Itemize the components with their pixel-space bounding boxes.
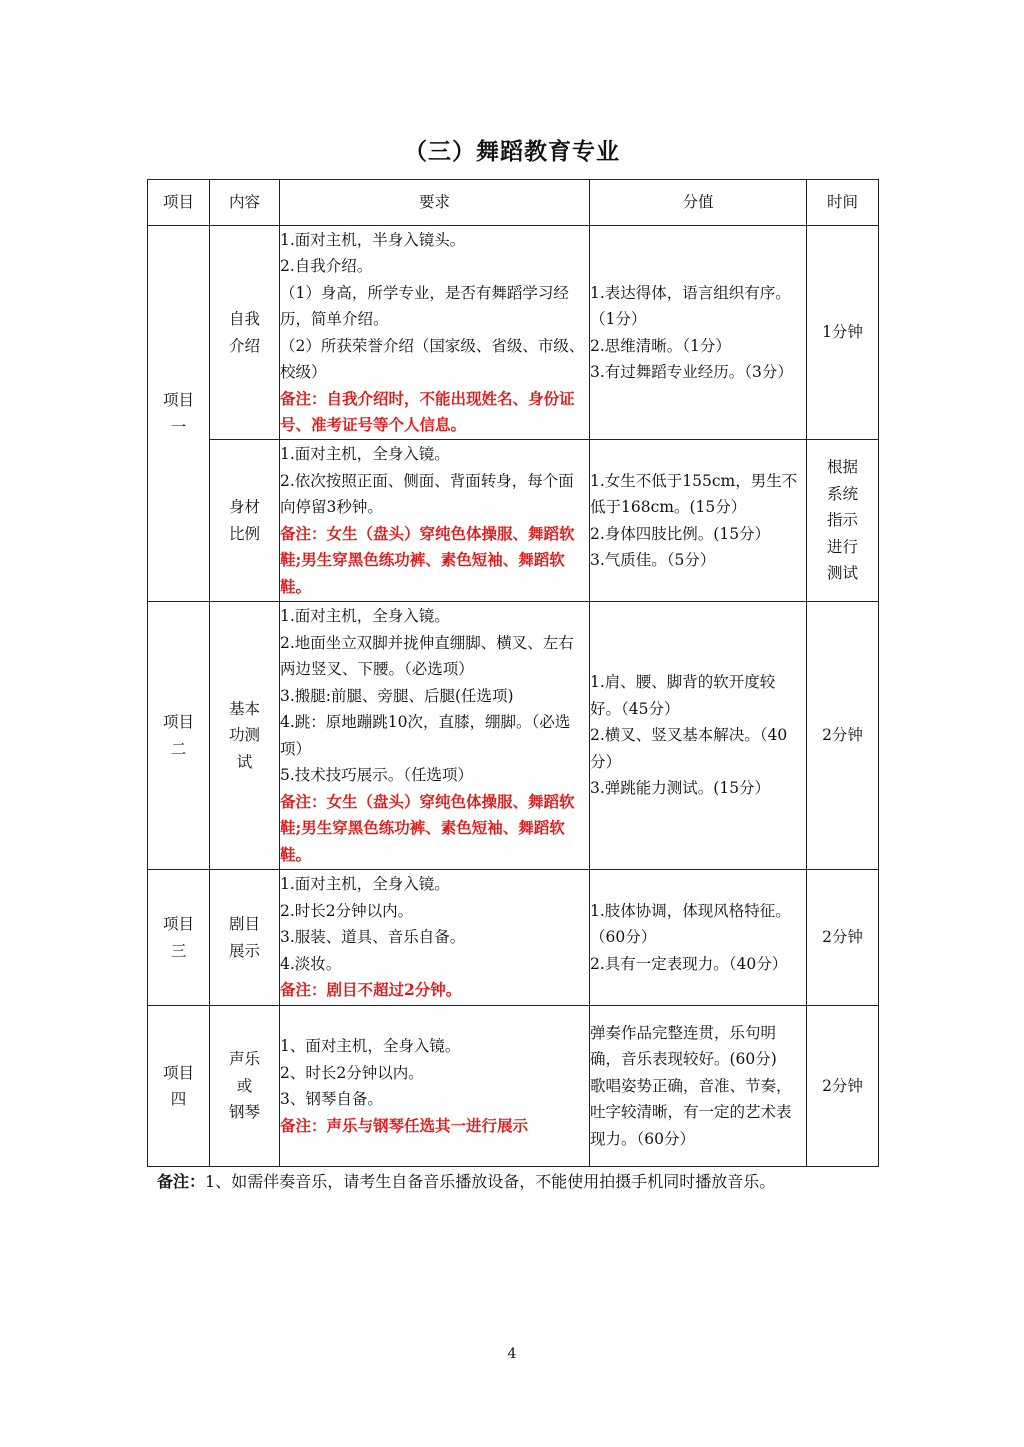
- group-text: 项目 三: [162, 915, 194, 960]
- table-row: [148, 602, 879, 870]
- content-text: 身材 比例: [228, 498, 260, 543]
- requirement-line: （1）身高，所学专业，是否有舞蹈学习经历，简单介绍。: [280, 283, 569, 328]
- requirement-line: 2.时长2分钟以内。: [280, 901, 414, 920]
- requirement-line: 3.服装、道具、音乐自备。: [280, 928, 466, 947]
- page-title: （三）舞蹈教育专业: [404, 139, 620, 165]
- score-line: 3.有过舞蹈专业经历。（3分）: [590, 363, 793, 381]
- score-cell: [590, 602, 807, 870]
- content-cell: [210, 226, 280, 440]
- requirement-note: 备注：声乐与钢琴任选其一进行展示: [280, 1115, 529, 1135]
- score-cell: [590, 870, 807, 1006]
- requirement-note: 备注：自我介绍时，不能出现姓名、身份证号、准考证号等个人信息。: [280, 388, 575, 434]
- requirement-note: 备注：女生（盘头）穿纯色体操服、舞蹈软鞋;男生穿黑色练功裤、素色短袖、舞蹈软鞋。: [280, 791, 575, 864]
- score-line: 2.具有一定表现力。（40分）: [590, 954, 788, 973]
- table-header-row: [148, 180, 879, 226]
- score-cell: [590, 440, 807, 602]
- score-line: 歌唱姿势正确，音准、节奏，吐字较清晰，有一定的艺术表现力。（60分）: [590, 1076, 792, 1148]
- score-line: 1.肩、腰、脚背的软开度较好。（45分）: [590, 673, 776, 718]
- requirement-line: 4.跳：原地蹦跳10次，直膝，绷脚。（必选项）: [280, 713, 571, 758]
- requirement-line: 2.地面坐立双脚并拢伸直绷脚、横叉、左右两边竖叉、下腰。（必选项）: [280, 633, 574, 678]
- score-line: 弹奏作品完整连贯，乐句明确，音乐表现较好。(60分): [590, 1023, 777, 1069]
- score-line: 2.思维清晰。（1分）: [590, 336, 731, 355]
- group-label-3: [148, 870, 210, 1006]
- time-cell: 1分钟: [807, 226, 879, 440]
- score-line: 3.弹跳能力测试。(15分）: [590, 779, 771, 798]
- requirement-cell: [280, 602, 590, 870]
- footnote-label: 备注：: [157, 1172, 206, 1191]
- requirement-line: 1.面对主机，全身入镜。: [280, 875, 450, 894]
- page-number: 4: [507, 1346, 517, 1362]
- table-row: [148, 870, 879, 1006]
- header-project: 项目: [148, 180, 210, 226]
- requirement-note: 备注：剧目不超过2分钟。: [280, 980, 462, 1000]
- score-line: 3.气质佳。（5分）: [590, 551, 716, 569]
- score-line: 1.肢体协调，体现风格特征。（60分）: [590, 901, 791, 947]
- group-text: 项目 一: [162, 391, 194, 436]
- requirement-line: （2）所获荣誉介绍（国家级、省级、市级、校级）: [280, 336, 585, 381]
- header-score: 分值: [590, 180, 807, 226]
- header-content: 内容: [210, 180, 280, 226]
- requirement-cell: [280, 870, 590, 1006]
- requirement-line: 1、面对主机，全身入镜。: [280, 1037, 461, 1055]
- header-time: 时间: [807, 180, 879, 226]
- score-line: 1.表达得体，语言组织有序。（1分）: [590, 283, 791, 328]
- time-cell: 2分钟: [807, 1006, 879, 1167]
- content-cell: [210, 602, 280, 870]
- header-requirement: 要求: [280, 180, 590, 226]
- requirement-line: 2.依次按照正面、侧面、背面转身，每个面向停留3秒钟。: [280, 471, 574, 516]
- time-text: 根据 系统 指示 进行 测试: [826, 458, 858, 583]
- time-cell: [807, 440, 879, 602]
- requirement-line: 1.面对主机，全身入镜。: [280, 445, 450, 463]
- requirement-line: 1.面对主机，半身入镜头。: [280, 230, 466, 249]
- content-cell: [210, 440, 280, 602]
- group-text: 项目 二: [162, 713, 194, 758]
- requirement-line: 2.自我介绍。: [280, 257, 373, 275]
- requirement-line: 5.技术技巧展示。（任选项）: [280, 766, 474, 784]
- requirement-line: 3、钢琴自备。: [280, 1090, 383, 1108]
- requirement-line: 3.搬腿:前腿、旁腿、后腿(任选项): [280, 686, 514, 705]
- requirement-line: 2、时长2分钟以内。: [280, 1063, 424, 1082]
- score-line: 2.身体四肢比例。(15分）: [590, 524, 771, 543]
- exam-table: [147, 179, 879, 1167]
- requirement-cell: [280, 1006, 590, 1167]
- score-cell: [590, 226, 807, 440]
- time-cell: 2分钟: [807, 602, 879, 870]
- content-cell: [210, 1006, 280, 1167]
- content-cell: [210, 870, 280, 1006]
- requirement-cell: [280, 226, 590, 440]
- group-label-1: [148, 226, 210, 602]
- requirement-line: 1.面对主机，全身入镜。: [280, 607, 450, 625]
- requirement-line: 4.淡妆。: [280, 954, 342, 973]
- group-text: 项目 四: [162, 1063, 194, 1108]
- requirement-note: 备注：女生（盘头）穿纯色体操服、舞蹈软鞋;男生穿黑色练功裤、素色短袖、舞蹈软鞋。: [280, 523, 575, 596]
- content-text: 基本 功测 试: [228, 699, 260, 771]
- score-line: 1.女生不低于155cm，男生不低于168cm。(15分）: [590, 471, 798, 516]
- group-label-2: [148, 602, 210, 870]
- table-row: [148, 440, 879, 602]
- table-row: [148, 226, 879, 440]
- group-label-4: [148, 1006, 210, 1167]
- footnote: [157, 1170, 775, 1194]
- content-text: 自我 介绍: [228, 310, 260, 355]
- requirement-cell: [280, 440, 590, 602]
- score-line: 2.横叉、竖叉基本解决。（40分）: [590, 726, 788, 771]
- table-row: [148, 1006, 879, 1167]
- score-cell: [590, 1006, 807, 1167]
- footnote-text: 1、如需伴奏音乐，请考生自备音乐播放设备，不能使用拍摄手机同时播放音乐。: [205, 1172, 776, 1191]
- content-text: 声乐 或 钢琴: [228, 1050, 260, 1122]
- content-text: 剧目 展示: [228, 915, 260, 960]
- time-cell: 2分钟: [807, 870, 879, 1006]
